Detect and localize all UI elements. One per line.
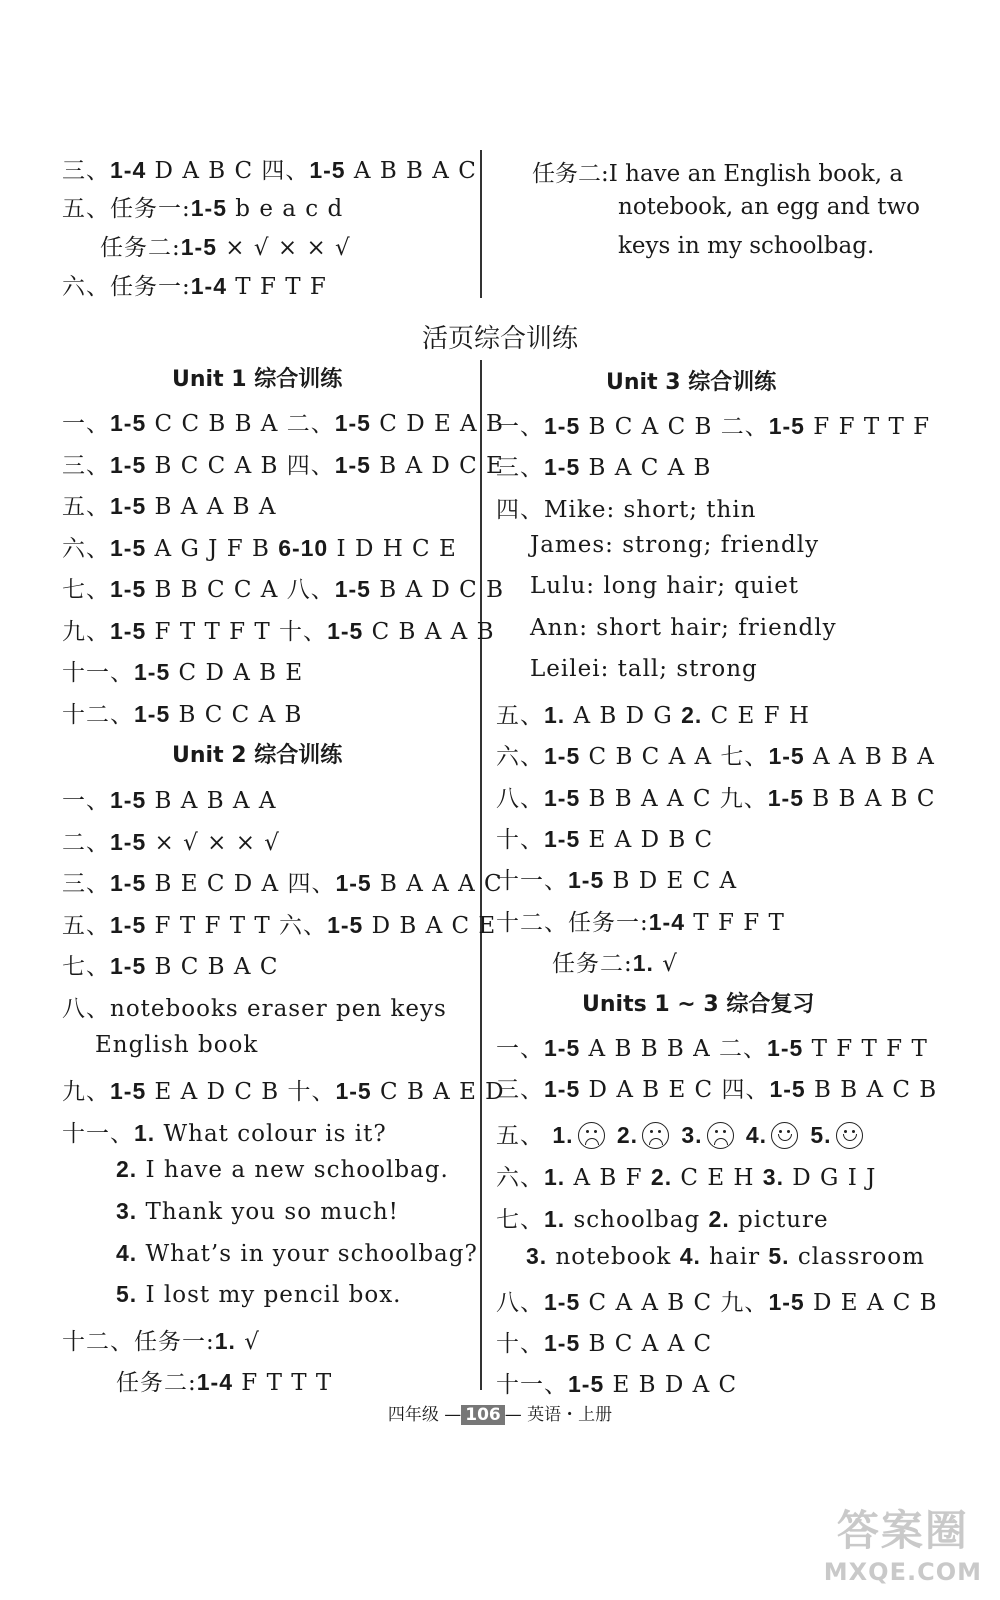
unit3-line: 四、Mike: short; thin [496,496,757,523]
top-line-1: 三、1-4 D A B C 四、1-5 A B B A C [62,157,477,184]
unit3-line: 十一、1-5 B D E C A [496,867,738,895]
unit2-line: 一、1-5 B A B A A [62,787,277,814]
unit1-title: Unit 1 综合训练 [172,367,343,392]
unit1-line: 三、1-5 B C C A B 四、1-5 B A D C E [62,451,504,479]
unit2-line: 5. I lost my pencil box. [116,1281,402,1309]
top-line-4: 六、任务一:1-4 T F T F [62,273,327,300]
column-divider-top [480,150,482,298]
review-line: 三、1-5 D A B E C 四、1-5 B B A C B [496,1076,938,1103]
happy-face-icon [771,1122,798,1149]
unit1-line: 十一、1-5 C D A B E [62,659,304,686]
unit2-line: 任务二:1-4 F T T T [116,1369,333,1397]
unit3-line: Leilei: tall; strong [530,655,758,682]
section-title: 活页综合训练 [421,324,578,354]
top-line-3: 任务二:1-5 × √ × × √ [100,234,351,261]
unit3-line: 任务二:1. √ [552,949,678,977]
top-right-line-2: notebook, an egg and two [618,194,921,220]
review-line: 十、1-5 B C A A C [496,1330,713,1357]
unit3-line: 十、1-5 E A D B C [496,826,714,853]
unit1-line: 五、1-5 B A A B A [62,493,277,520]
unit3-line: 三、1-5 B A C A B [496,454,712,482]
watermark-url: MXQE.COM [823,1558,982,1586]
unit2-line: 十一、1. What colour is it? [62,1119,387,1147]
review-title: Units 1 ~ 3 综合复习 [582,992,815,1017]
watermark-logo [824,1498,982,1586]
sad-face-icon [642,1122,669,1149]
unit3-line: Lulu: long hair; quiet [530,573,800,600]
page-number: 106 [461,1405,505,1425]
footer-grade: 四年级 — [387,1405,462,1425]
watermark-text: 答案圈 [836,1506,969,1555]
unit3-line: 八、1-5 B B A A C 九、1-5 B B A B C [496,784,936,812]
unit2-line: 三、1-5 B E C D A 四、1-5 B A A A C [62,870,503,898]
top-right-line-3: keys in my schoolbag. [618,233,875,259]
review-line: 一、1-5 A B B B A 二、1-5 T F T F T [496,1035,928,1062]
review-line: 六、1. A B F 2. C E H 3. D G I J [496,1164,877,1191]
unit2-line: 2. I have a new schoolbag. [116,1156,449,1184]
review-faces-row: 五、 1. 2. 3. 4. 5. [496,1117,867,1150]
top-line-2: 五、任务一:1-5 b e a c d [62,195,344,222]
unit3-line: 五、1. A B D G 2. C E F H [496,702,810,730]
unit1-line: 十二、1-5 B C C A B [62,700,303,728]
unit1-line: 七、1-5 B B C C A 八、1-5 B A D C B [62,576,504,603]
happy-face-icon [836,1122,863,1149]
footer-subject: — 英语・上册 [504,1405,613,1425]
unit2-line: 八、notebooks eraser pen keys [62,996,447,1022]
unit2-line: 十二、任务一:1. √ [62,1327,260,1355]
unit1-line: 九、1-5 F T T F T 十、1-5 C B A A B [62,617,495,645]
review-line: 八、1-5 C A A B C 九、1-5 D E A C B [496,1289,938,1316]
sad-face-icon [707,1122,734,1149]
unit1-line: 六、1-5 A G J F B 6-10 I D H C E [62,534,457,562]
unit2-line: 九、1-5 E A D C B 十、1-5 C B A E D [62,1078,505,1106]
unit2-line: 3. Thank you so much! [116,1198,399,1225]
unit3-line: 十二、任务一:1-4 T F F T [496,908,785,936]
unit3-title: Unit 3 综合训练 [606,370,777,395]
unit2-line: 二、1-5 × √ × × √ [62,828,280,856]
unit3-line: Ann: short hair; friendly [530,614,837,641]
unit2-line: English book [95,1031,259,1058]
page-footer [0,1400,1000,1425]
unit2-line: 七、1-5 B C B A C [62,953,279,981]
unit3-line: 六、1-5 C B C A A 七、1-5 A A B B A [496,743,935,771]
review-line: 十一、1-5 E B D A C [496,1371,738,1398]
top-right-line-1: 任务二:I have an English book, a [532,161,904,187]
unit2-line: 4. What’s in your schoolbag? [116,1239,478,1267]
review-line: 3. notebook 4. hair 5. classroom [526,1243,925,1270]
unit2-line: 五、1-5 F T F T T 六、1-5 D B A C E [62,911,497,939]
unit3-line: James: strong; friendly [530,531,820,558]
sad-face-icon [578,1122,605,1149]
unit2-title: Unit 2 综合训练 [172,743,343,768]
unit1-line: 一、1-5 C C B B A 二、1-5 C D E A B [62,410,504,437]
review-line: 七、1. schoolbag 2. picture [496,1206,829,1233]
unit3-line: 一、1-5 B C A C B 二、1-5 F F T T F [496,413,931,440]
